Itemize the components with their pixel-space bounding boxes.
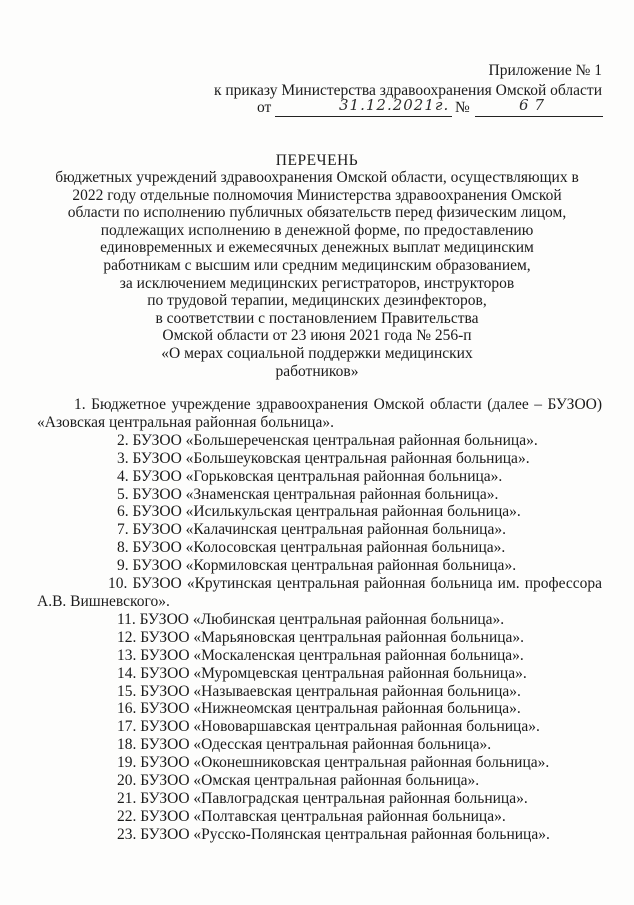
subtitle-line: Омской области от 23 июня 2021 года № 256-п <box>162 327 472 345</box>
list-item: 10. БУЗОО «Крутинская центральная районная больница им. профессора А.В. Вишневского». <box>37 575 602 610</box>
appendix-label: Приложение № 1 <box>488 62 602 79</box>
list-item: 4. БУЗОО «Горьковская центральная районная больница». <box>117 467 503 485</box>
list-item: 12. БУЗОО «Марьяновская центральная районная больница». <box>117 628 525 646</box>
list-item: 5. БУЗОО «Знаменская центральная районная больница». <box>117 485 499 503</box>
number-underline <box>475 116 603 117</box>
list-item: 22. БУЗОО «Полтавская центральная районная больница». <box>117 807 506 825</box>
list-item: 17. БУЗОО «Нововаршавская центральная районная больница». <box>117 718 540 736</box>
subtitle-line: области по исполнению публичных обязательств перед физическим лицом, <box>67 204 567 222</box>
list-item: 14. БУЗОО «Муромцевская центральная районная больница». <box>117 664 527 682</box>
list-item: 16. БУЗОО «Нижнеомская центральная районная больница». <box>117 700 521 718</box>
subtitle-line: подлежащих исполнению в денежной форме, по предоставлению <box>100 221 534 239</box>
subtitle-line: работников» <box>275 362 359 380</box>
subtitle-line: единовременных и ежемесячных денежных выплат медицинским <box>100 239 534 257</box>
number-prefix: № <box>455 99 470 116</box>
list-item: 19. БУЗОО «Оконешниковская центральная районная больница». <box>117 754 550 772</box>
list-item: 3. БУЗОО «Большеуковская центральная районная больница». <box>117 449 530 467</box>
document-subtitle <box>0 169 634 380</box>
list-item: 11. БУЗОО «Любинская центральная районная больница». <box>117 610 505 628</box>
date-prefix: от <box>257 99 272 116</box>
list-item: 8. БУЗОО «Колосовская центральная районная больница». <box>117 539 506 557</box>
list-item: 2. БУЗОО «Большереченская центральная районная больница». <box>117 431 538 449</box>
order-number-handwritten: 67 <box>519 96 551 114</box>
list-item: 9. БУЗОО «Кормиловская центральная районная больница». <box>117 557 517 575</box>
subtitle-line: «О мерах социальной поддержки медицинских <box>161 344 473 362</box>
list-item: 23. БУЗОО «Русско-Полянская центральная районная больница». <box>117 825 550 843</box>
order-date-handwritten: 31.12.2021г. <box>339 96 450 114</box>
institution-list <box>37 396 602 844</box>
list-item: 21. БУЗОО «Павлоградская центральная районная больница». <box>117 789 528 807</box>
subtitle-line: 2022 году отдельные полномочия Министерства здравоохранения Омской <box>72 186 562 204</box>
list-item: 15. БУЗОО «Называевская центральная районная больница». <box>117 682 521 700</box>
list-item: 7. БУЗОО «Калачинская центральная районная больница». <box>117 521 506 539</box>
order-reference: к приказу Министерства здравоохранения Омской области <box>213 82 602 99</box>
date-underline <box>275 116 452 117</box>
subtitle-line: в соответствии с постановлением Правительства <box>155 309 479 327</box>
subtitle-line: по трудовой терапии, медицинских дезинфекторов, <box>147 292 487 310</box>
subtitle-line: за исключением медицинских регистраторов, инструкторов <box>119 274 515 292</box>
document-title: ПЕРЕЧЕНЬ <box>275 152 359 169</box>
order-date-number-row <box>257 96 607 119</box>
subtitle-line: работникам с высшим или средним медицинским образованием, <box>103 256 531 274</box>
list-item: 18. БУЗОО «Одесская центральная районная больница». <box>117 736 492 754</box>
list-item: 1. Бюджетное учреждение здравоохранения Омской области (далее – БУЗОО) «Азовская центральная районная больница». <box>37 396 602 431</box>
subtitle-line: бюджетных учреждений здравоохранения Омской области, осуществляющих в <box>55 169 579 186</box>
list-item: 6. БУЗОО «Исилькульская центральная районная больница». <box>117 503 521 521</box>
list-item: 20. БУЗОО «Омская центральная районная больница». <box>117 772 480 790</box>
list-item: 13. БУЗОО «Москаленская центральная районная больница». <box>117 646 524 664</box>
